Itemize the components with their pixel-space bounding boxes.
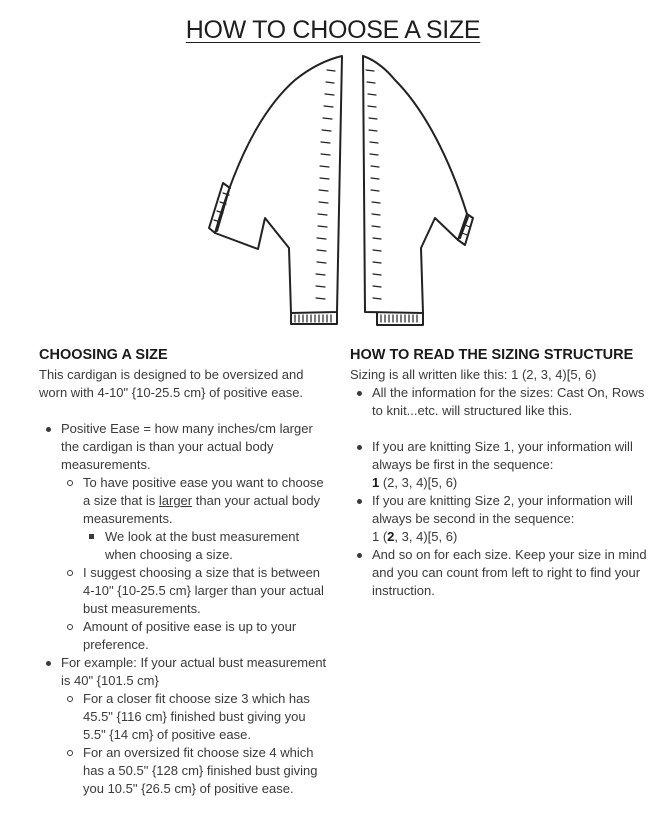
size-highlight: 1 <box>372 475 380 490</box>
list-item: And so on for each size. Keep your size in mind and you can count from left to right to find your instruction. <box>350 546 650 600</box>
list-item: To have positive ease you want to choose a size that is larger than your actual body measurements. We look at the bust measurement when choosing a size. <box>61 474 329 564</box>
list-item: If you are knitting Size 1, your information will always be first in the sequence: 1 (2, 3, 4)[5, 6) <box>350 438 650 492</box>
choosing-size-section <box>39 344 329 798</box>
list-item: For example: If your actual bust measurement is 40" {101.5 cm} For a closer fit choose size 3 which has 45.5" {116 cm} finished bust giving you 5.5" {14 cm} of positive ease. For an oversized fit choose size 4 which has a 50.5" {128 cm} finished bust giving you 10.5" {26.5 cm} of positive ease. <box>39 654 329 798</box>
structure-intro: Sizing is all written like this: 1 (2, 3, 4)[5, 6) <box>350 367 597 382</box>
choosing-bullet-list <box>39 420 329 798</box>
list-item: Amount of positive ease is up to your preference. <box>61 618 329 654</box>
list-item: For an oversized fit choose size 4 which has a 50.5" {128 cm} finished bust giving you 10.5" {26.5 cm} of positive ease. <box>61 744 329 798</box>
choosing-intro: This cardigan is designed to be oversized and worn with 4-10" {10-25.5 cm} of positive ease. <box>39 367 304 400</box>
underlined-word: larger <box>158 493 193 508</box>
list-item: Positive Ease = how many inches/cm larger the cardigan is than your actual body measurements. To have positive ease you want to choose a size that is larger than your actual body measurements. We look at the bust measurement when choosing a size. I suggest choosing a size that is between 4-10" {10-25.5 cm} larger than your actual bust measurements. Amount of positive ease is up to your preference. <box>39 420 329 654</box>
size-highlight: 2 <box>387 529 395 544</box>
cardigan-illustration <box>195 50 485 335</box>
sizing-structure-section <box>350 344 650 600</box>
list-item: If you are knitting Size 2, your information will always be second in the sequence: 1 (2, 3, 4)[5, 6) <box>350 492 650 546</box>
list-item: All the information for the sizes: Cast On, Rows to knit...etc. will structured like this. <box>350 384 650 420</box>
page-title: HOW TO CHOOSE A SIZE <box>185 16 481 44</box>
section-heading-choosing: CHOOSING A SIZE <box>39 347 168 363</box>
structure-bullet-list <box>350 384 650 420</box>
list-item: We look at the bust measurement when choosing a size. <box>83 528 329 564</box>
list-item: I suggest choosing a size that is between 4-10" {10-25.5 cm} larger than your actual bust measurements. <box>61 564 329 618</box>
section-heading-structure: HOW TO READ THE SIZING STRUCTURE <box>350 347 634 363</box>
list-item: For a closer fit choose size 3 which has 45.5" {116 cm} finished bust giving you 5.5" {14 cm} of positive ease. <box>61 690 329 744</box>
